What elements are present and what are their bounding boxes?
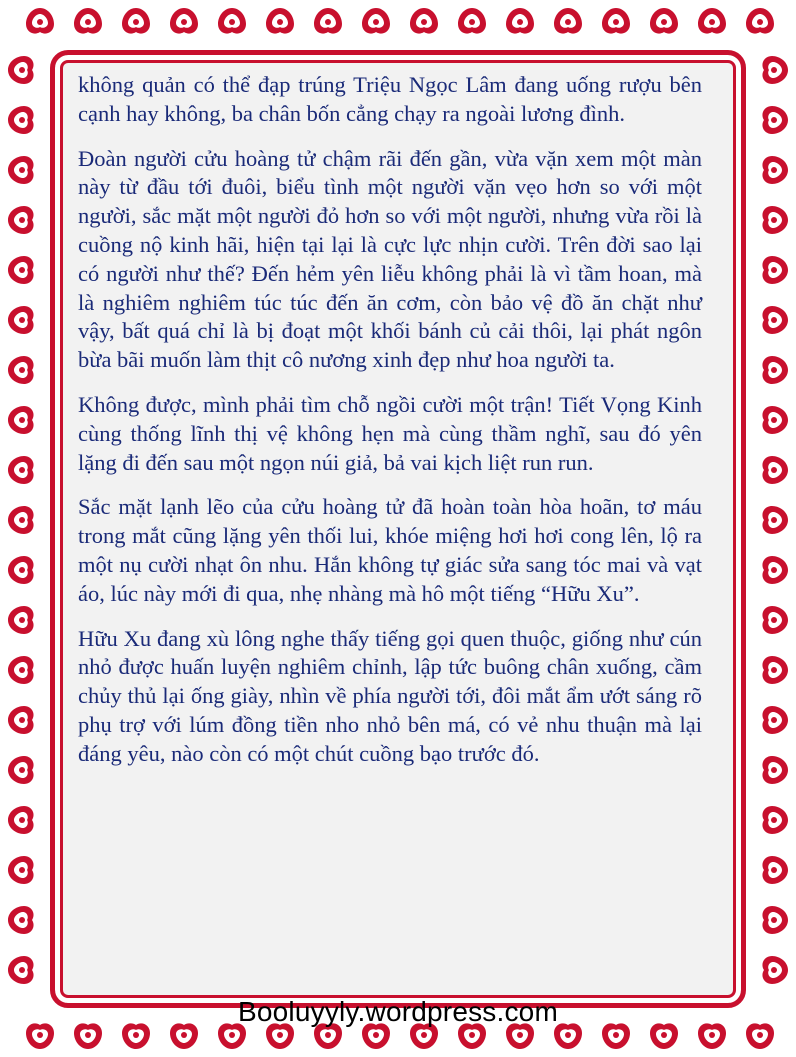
border-ornament — [8, 706, 34, 734]
story-text — [78, 71, 702, 785]
border-ornament — [762, 906, 788, 934]
border-ornament — [650, 8, 678, 34]
border-ornament — [8, 106, 34, 134]
border-ornament — [762, 806, 788, 834]
border-ornament — [8, 306, 34, 334]
border-ornament — [314, 8, 342, 34]
border-ornament — [170, 8, 198, 34]
border-ornament — [8, 956, 34, 984]
paragraph-5: Hữu Xu đang xù lông nghe thấy tiếng gọi quen thuộc, giống như cún nhỏ được huấn luyện nghiêm chỉnh, lập tức buông chân xuống, cầm chủy thủ lại ống giày, nhìn về phía người tới, đôi mắt ẩm ướt sáng rõ phụ trợ với lúm đồng tiền nho nhỏ bên má, có vẻ nhu thuận mà lại đáng yêu, nào còn có một chút cuồng bạo trước đó. — [78, 625, 702, 766]
border-ornament — [506, 8, 534, 34]
paragraph-1: không quản có thể đạp trúng Triệu Ngọc Lâm đang uống rượu bên cạnh hay không, ba chân bốn cẳng chạy ra ngoài lương đình. — [78, 72, 702, 126]
border-ornament — [762, 356, 788, 384]
border-ornament — [8, 806, 34, 834]
border-ornament — [762, 456, 788, 484]
border-right-ornaments — [762, 56, 788, 984]
border-ornament — [602, 8, 630, 34]
border-ornament — [762, 856, 788, 884]
border-ornament — [698, 8, 726, 34]
border-ornament — [8, 656, 34, 684]
border-ornament — [762, 306, 788, 334]
border-ornament — [362, 8, 390, 34]
border-left-ornaments — [8, 56, 34, 984]
border-ornament — [746, 8, 774, 34]
paragraph-2: Đoàn người cửu hoàng tử chậm rãi đến gần, vừa vặn xem một màn này từ đầu tới đuôi, biểu tình một người vặn vẹo hơn so với một người, sắc mặt một người đỏ hơn so với một người, nhưng vừa rồi là cuồng nộ kinh hãi, hiện tại lại là cực lực nhịn cười. Trên đời sao lại có người như thế? Đến hẻm yên liễu không phải là vì tầm hoan, mà là nghiêm nghiêm túc túc đến ăn cơm, còn bảo vệ đồ ăn chặt như vậy, bất quá chỉ là bị đoạt một khối bánh củ cải thôi, lại phát ngôn bừa bãi muốn làm thịt cô nương xinh đẹp như hoa người ta. — [78, 145, 702, 373]
border-ornament — [8, 856, 34, 884]
border-ornament — [8, 906, 34, 934]
border-ornament — [8, 56, 34, 84]
border-ornament — [762, 406, 788, 434]
watermark: Booluyyly.wordpress.com — [238, 996, 558, 1027]
border-ornament — [8, 606, 34, 634]
border-ornament — [554, 8, 582, 34]
paragraph-4: Sắc mặt lạnh lẽo của cửu hoàng tử đã hoàn toàn hòa hoãn, tơ máu trong mắt cũng lặng yên thối lui, khóe miệng hơi hơi cong lên, lộ ra một nụ cười nhạt ôn nhu. Hắn không tự giác sửa sang tóc mai và vạt áo, lúc này mới đi qua, nhẹ nhàng mà hô một tiếng “Hữu Xu”. — [78, 494, 702, 606]
border-ornament — [410, 8, 438, 34]
border-ornament — [266, 8, 294, 34]
border-ornament — [8, 206, 34, 234]
border-ornament — [762, 206, 788, 234]
border-ornament — [762, 706, 788, 734]
border-ornament — [762, 756, 788, 784]
border-ornament — [8, 406, 34, 434]
border-ornament — [8, 156, 34, 184]
border-ornament — [8, 456, 34, 484]
border-ornament — [762, 656, 788, 684]
border-ornament — [762, 106, 788, 134]
border-ornament — [74, 8, 102, 34]
border-ornament — [122, 8, 150, 34]
border-ornament — [762, 956, 788, 984]
border-ornament — [8, 256, 34, 284]
border-ornament — [8, 756, 34, 784]
border-ornament — [458, 8, 486, 34]
border-top-ornaments — [26, 8, 774, 34]
border-ornament — [762, 256, 788, 284]
border-ornament — [8, 506, 34, 534]
paragraph-3: Không được, mình phải tìm chỗ ngồi cười một trận! Tiết Vọng Kinh cùng thống lĩnh thị vệ không hẹn mà cùng thầm nghĩ, sau đó yên lặng đi đến sau một ngọn núi giả, bả vai kịch liệt run run. — [78, 391, 702, 475]
border-ornament — [8, 556, 34, 584]
border-ornament — [762, 56, 788, 84]
border-ornament — [762, 606, 788, 634]
border-ornament — [218, 8, 246, 34]
border-ornament — [762, 156, 788, 184]
border-ornament — [762, 506, 788, 534]
border-ornament — [26, 8, 54, 34]
border-ornament — [762, 556, 788, 584]
border-ornament — [8, 356, 34, 384]
